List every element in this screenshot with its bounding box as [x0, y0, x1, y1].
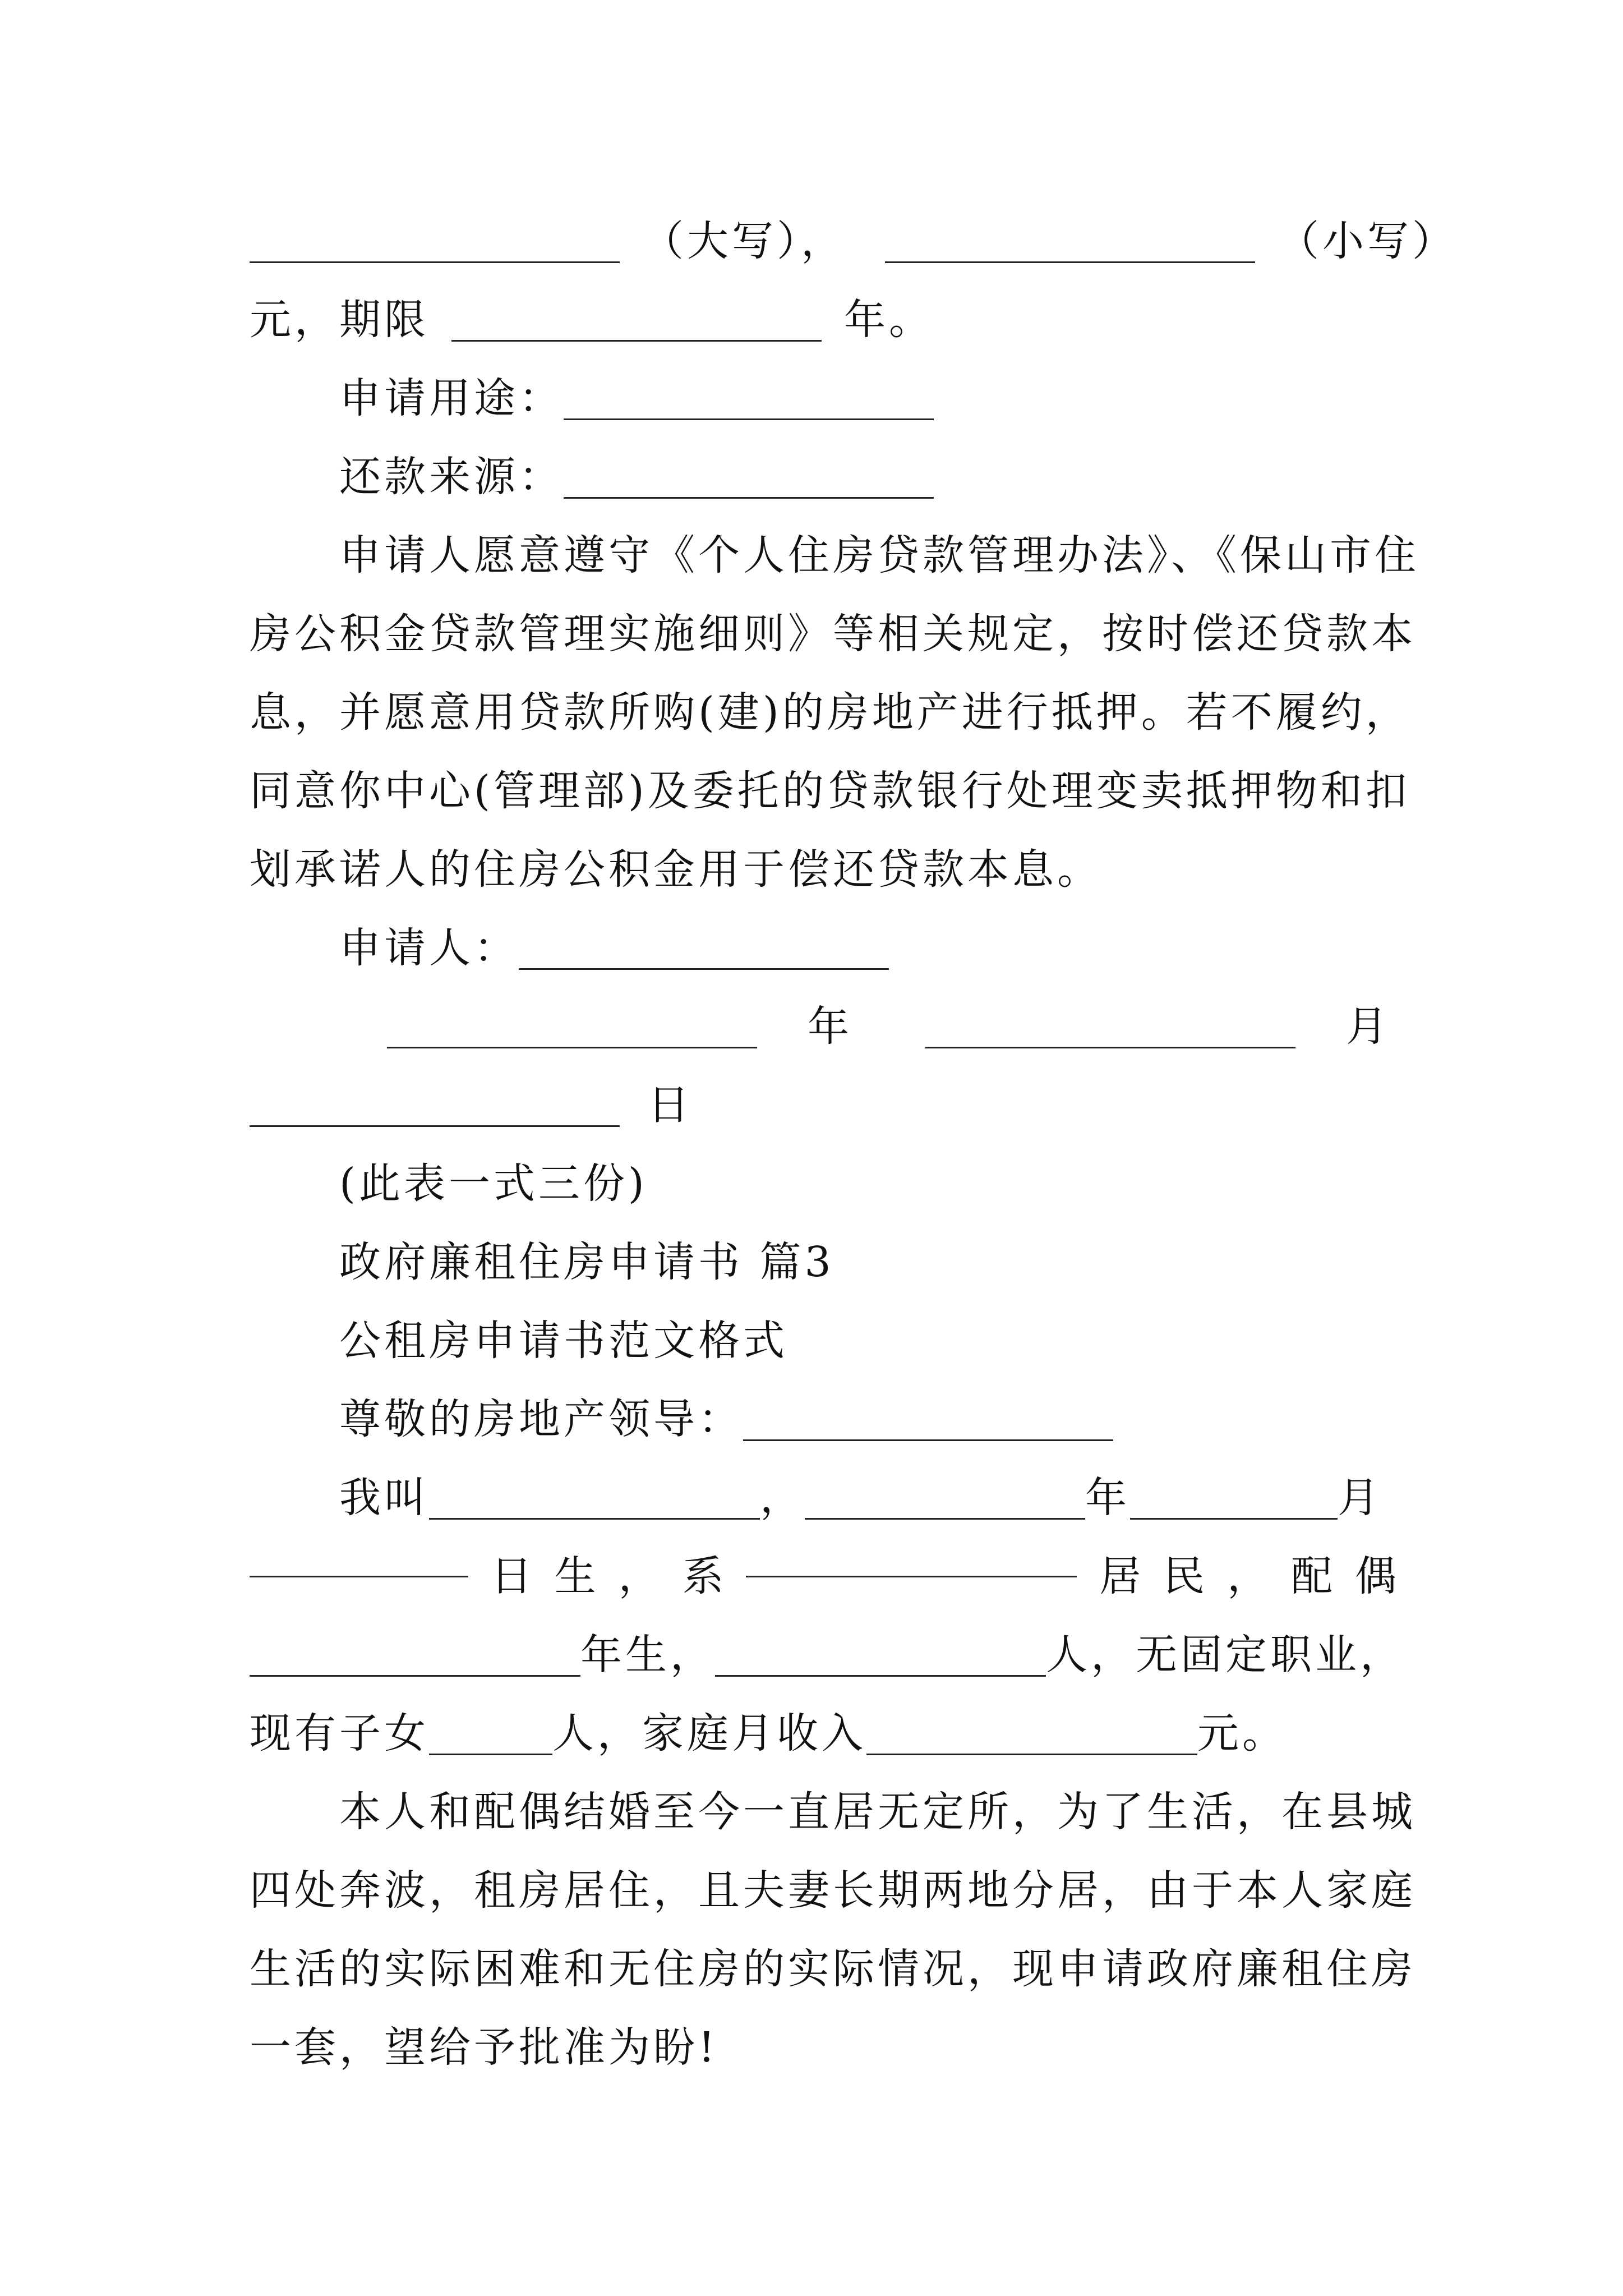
amount-line — [250, 202, 1457, 280]
ren-wu-label: 人，无固定职业， — [1046, 1631, 1405, 1679]
body-line-3: 生活的实际困难和无住房的实际情况，现申请政府廉租住房 — [250, 1945, 1416, 1993]
term-line — [250, 280, 1396, 359]
birth-year-label: 年 — [1085, 1474, 1130, 1522]
term-years-blank[interactable] — [451, 340, 822, 342]
intro-line-4 — [250, 1694, 1396, 1773]
pledge-line-5: 划承诺人的住房公积金用于偿还贷款本息。 — [250, 845, 1102, 894]
ri-label: 日 — [490, 1552, 532, 1600]
pei-label: 配 — [1291, 1552, 1333, 1600]
source-label: 还款来源： — [339, 453, 564, 501]
ou-label: 偶 — [1354, 1552, 1396, 1600]
date-month-blank[interactable] — [925, 1047, 1295, 1048]
body-line-4: 一套，望给予批准为盼! — [250, 2023, 718, 2072]
birth-month-blank[interactable] — [1130, 1518, 1338, 1520]
salutation-text: 尊敬的房地产领导： — [339, 1395, 743, 1443]
birth-year-blank[interactable] — [805, 1518, 1085, 1520]
birth-day-blank[interactable] — [250, 1576, 468, 1577]
sheng-label: 生 — [554, 1552, 596, 1600]
purpose-line — [339, 359, 1396, 438]
applicant-label: 申请人： — [339, 924, 519, 972]
xian-you-label: 现有子女 — [250, 1709, 429, 1757]
copies-note: (此表一式三份) — [339, 1159, 648, 1208]
body-line-1: 本人和配偶结婚至今一直居无定所，为了生活，在县城 — [339, 1788, 1416, 1836]
children-count-blank[interactable] — [429, 1754, 552, 1755]
daxie-label: （大写）， — [642, 217, 846, 265]
date-year-label: 年 — [808, 1002, 852, 1051]
pledge-line-3: 息，并愿意用贷款所购(建)的房地产进行抵押。若不履约， — [250, 688, 1410, 737]
salutation-blank[interactable] — [743, 1439, 1113, 1441]
residence-blank[interactable] — [746, 1576, 1077, 1577]
spouse-origin-blank[interactable] — [715, 1675, 1046, 1677]
ren-jiating-label: 人，家庭月收入 — [552, 1709, 866, 1757]
pledge-line-2: 房公积金贷款管理实施细则》等相关规定，按时偿还贷款本 — [250, 610, 1416, 658]
salutation-line — [339, 1380, 1396, 1458]
income-blank[interactable] — [866, 1754, 1197, 1755]
intro-line-2 — [250, 1537, 1396, 1616]
applicant-blank[interactable] — [519, 968, 889, 970]
intro-line-1 — [339, 1458, 1396, 1537]
min-label: 民 — [1163, 1552, 1205, 1600]
date-year-blank[interactable] — [387, 1047, 757, 1048]
comma-2: ， — [618, 1552, 660, 1600]
ju-label: 居 — [1099, 1552, 1141, 1600]
intro-comma: ， — [760, 1474, 805, 1522]
date-day-label: 日 — [648, 1081, 693, 1129]
name-blank[interactable] — [429, 1518, 760, 1520]
term-prefix: 元，期限 — [250, 296, 429, 344]
wo-jiao: 我叫 — [339, 1474, 429, 1522]
repayment-source-line — [339, 438, 1396, 516]
nian-sheng-label: 年生， — [580, 1631, 715, 1679]
birth-month-label: 月 — [1338, 1474, 1382, 1522]
date-month-label: 月 — [1346, 1002, 1391, 1051]
xiaoxie-label: （小写） — [1278, 217, 1457, 265]
term-suffix: 年。 — [844, 296, 934, 344]
spouse-birth-blank[interactable] — [250, 1675, 580, 1677]
pledge-line-4: 同意你中心(管理部)及委托的贷款银行处理变卖抵押物和扣 — [250, 767, 1410, 815]
comma-3: ， — [1227, 1552, 1269, 1600]
source-blank[interactable] — [564, 497, 934, 499]
date-line — [387, 987, 1396, 1066]
purpose-label: 申请用途： — [339, 374, 564, 422]
body-line-2: 四处奔波，租房居住，且夫妻长期两地分居，由于本人家庭 — [250, 1866, 1416, 1915]
purpose-blank[interactable] — [564, 418, 934, 420]
section-heading: 政府廉租住房申请书 篇3 — [339, 1238, 834, 1286]
date-day-blank[interactable] — [250, 1125, 620, 1127]
intro-line-3 — [250, 1616, 1405, 1694]
pledge-line-1: 申请人愿意遵守《个人住房贷款管理办法》、《保山市住 — [339, 531, 1419, 579]
applicant-line — [339, 909, 1396, 987]
amount-xiaoxie-blank[interactable] — [885, 261, 1255, 263]
xi-label: 系 — [682, 1552, 724, 1600]
date-day-line — [250, 1066, 1396, 1144]
yuan-label: 元。 — [1197, 1709, 1287, 1757]
form-title: 公租房申请书范文格式 — [339, 1317, 788, 1365]
amount-daxie-blank[interactable] — [250, 261, 620, 263]
